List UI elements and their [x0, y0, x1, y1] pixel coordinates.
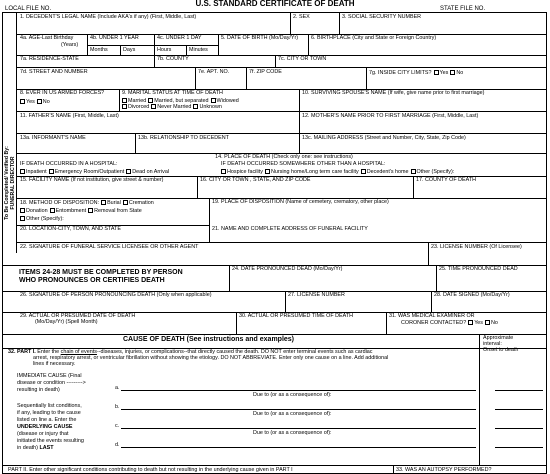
part1-instructions-3: lines if necessary. — [33, 361, 76, 367]
col-divider — [299, 111, 300, 133]
cremation-checkbox[interactable]: Cremation — [121, 200, 154, 206]
field-12-mother-name[interactable]: 12. MOTHER'S NAME PRIOR TO FIRST MARRIAGE (First, Middle, Last) — [302, 113, 479, 119]
field-4b-months[interactable]: Months — [90, 47, 108, 53]
col-divider — [299, 89, 300, 111]
field-7g-no-checkbox[interactable]: No — [448, 70, 463, 76]
field-22-licensee-signature[interactable]: 22. SIGNATURE OF FUNERAL SERVICE LICENSEE OR OTHER AGENT — [20, 244, 199, 250]
field-23-license-number[interactable]: 23. LICENSE NUMBER (Of Licensee) — [431, 244, 522, 250]
field-7g-label: 7g. INSIDE CITY LIMITS? — [369, 69, 432, 76]
funeral-director-sidebar — [3, 13, 17, 253]
immediate-cause-label — [17, 373, 86, 394]
field-9-options-row2 — [120, 104, 222, 111]
due-to-c: Due to (or as a consequence of): — [253, 430, 332, 436]
row-divider-3 — [17, 67, 547, 68]
items-heading-line-2: WHO PRONOUNCES OR CERTIFIES DEATH — [19, 277, 165, 285]
state-file-no-label: STATE FILE NO. — [440, 6, 486, 12]
field-15-facility-name[interactable]: 15. FACILITY NAME (If not institution, give street & number) — [20, 177, 164, 183]
immediate-line-2: disease or condition ---------> — [17, 380, 86, 387]
marital-never-checkbox[interactable]: Never Married — [149, 104, 191, 110]
col-divider — [275, 55, 276, 67]
col-divider — [135, 133, 136, 153]
field-21-funeral-facility[interactable]: 21. NAME AND COMPLETE ADDRESS OF FUNERAL FACILITY — [212, 226, 368, 232]
field-19-place-of-disposition[interactable]: 19. PLACE OF DISPOSITION (Name of cemetery, crematory, other place) — [212, 199, 389, 205]
field-18-method-of-disposition — [20, 200, 154, 207]
field-32-number: 32. — [8, 349, 16, 355]
interval-col-divider — [479, 334, 480, 465]
field-18-label: 18. METHOD OF DISPOSITION: — [20, 199, 100, 206]
seq-line-4: UNDERLYING CAUSE — [17, 424, 73, 431]
approx-interval-heading — [483, 336, 518, 354]
local-file-no-label: LOCAL FILE NO. — [5, 6, 52, 12]
part1-label: PART I. — [17, 349, 36, 355]
row-divider-16 — [3, 465, 547, 466]
items-heading-line-1: ITEMS 24-28 MUST BE COMPLETED BY PERSON — [19, 269, 183, 276]
part1-text-b: --diseases, injuries, or complications--that directly caused the death. DO NOT enter terminal events such as cardiac — [96, 349, 373, 355]
field-9-marital-status: 9. MARITAL STATUS AT TIME OF DEATH — [122, 90, 223, 96]
immediate-line-3: resulting in death) — [17, 387, 60, 394]
col-divider — [386, 312, 387, 334]
col-divider — [218, 34, 219, 55]
sidebar-line-1: To Be Completed/ Verified By: — [4, 146, 10, 220]
interval-line-d[interactable] — [495, 447, 543, 448]
examiner-yes-checkbox[interactable]: Yes — [466, 320, 483, 326]
field-13c-mailing-address[interactable]: 13c. MAILING ADDRESS (Street and Number, City, State, Zip Code) — [302, 135, 466, 141]
seq-line-7 — [17, 445, 84, 452]
approx-line-2: interval: — [483, 340, 502, 347]
field-18-options-row2 — [18, 208, 142, 215]
field-33-autopsy[interactable]: 33. WAS AN AUTOPSY PERFORMED? — [396, 467, 492, 473]
row-divider-5 — [17, 111, 547, 112]
row-divider-14 — [3, 334, 547, 335]
seq-line-6: initiated the events resulting — [17, 438, 84, 445]
entombment-checkbox[interactable]: Entombment — [48, 208, 87, 214]
field-31-subtext: CORONER CONTACTED? — [401, 319, 467, 326]
field-16-city-state-zip[interactable]: 16. CITY OR TOWN , STATE, AND ZIP CODE — [200, 177, 311, 183]
field-4c-under-day: 4c. UNDER 1 DAY — [157, 35, 202, 41]
age-subcol — [186, 45, 187, 55]
seq-line-7-text: in death) — [17, 445, 38, 452]
removal-checkbox[interactable]: Removal from State — [86, 208, 142, 214]
field-8-armed-forces: 8. EVER IN US ARMED FORCES? — [20, 90, 105, 96]
certificate-title: U.S. STANDARD CERTIFICATE OF DEATH — [195, 0, 355, 8]
dead-on-arrival-checkbox[interactable]: Dead on Arrival — [124, 169, 169, 175]
death-certificate-form — [2, 12, 547, 474]
field-6-birthplace[interactable]: 6. BIRTHPLACE (City and State or Foreign Country) — [311, 35, 437, 41]
interval-line-a[interactable] — [495, 390, 543, 391]
approx-line-3: Onset to death — [483, 346, 519, 353]
field-7g-inside-city — [369, 70, 463, 77]
col-divider — [246, 67, 247, 89]
field-31-examiner-contacted: 31. WAS MEDICAL EXAMINER OR — [389, 313, 475, 319]
row-divider-10 — [17, 242, 547, 243]
sidebar-line-2: FUNERAL DIRECTOR — [9, 156, 16, 210]
cause-line-b-letter: b. — [115, 404, 120, 410]
cause-of-death-title: CAUSE OF DEATH (See instructions and examples) — [123, 336, 295, 343]
age-subdivider — [87, 45, 218, 46]
interval-line-b[interactable] — [495, 409, 543, 410]
cause-line-d-letter: d. — [115, 442, 120, 448]
field-4c-minutes[interactable]: Minutes — [189, 47, 208, 53]
other-place-checkbox[interactable]: Other (Specify): — [409, 169, 455, 175]
part1-chain-of-events: chain of events — [60, 349, 97, 355]
marital-widowed-checkbox[interactable]: Widowed — [209, 98, 239, 104]
due-to-b: Due to (or as a consequence of): — [253, 411, 332, 417]
field-4b-under-year: 4b. UNDER 1 YEAR — [90, 35, 139, 41]
col-divider — [285, 291, 286, 312]
col-divider — [154, 55, 155, 67]
seq-last: LAST — [39, 445, 54, 452]
sequential-conditions-label — [17, 403, 84, 452]
col-divider — [393, 465, 394, 474]
field-7b-county[interactable]: 7b. COUNTY — [157, 56, 189, 62]
field-17-county-of-death[interactable]: 17. COUNTY OF DEATH — [416, 177, 477, 183]
field-4c-hours[interactable]: Hours — [157, 47, 172, 53]
cause-line-c[interactable] — [121, 428, 476, 429]
field-29-date-of-death[interactable]: 29. ACTUAL OR PRESUMED DATE OF DEATH — [20, 313, 136, 319]
field-14-hospital-options — [18, 169, 169, 176]
cause-line-a-letter: a. — [115, 385, 120, 391]
field-8-options — [18, 99, 50, 106]
field-10-spouse-name[interactable]: 10. SURVIVING SPOUSE'S NAME (If wife, give name prior to first marriage) — [302, 90, 485, 96]
field-14-other-heading: IF DEATH OCCURRED SOMEWHERE OTHER THAN A HOSPITAL: — [221, 161, 386, 167]
burial-checkbox[interactable]: Burial — [99, 200, 121, 206]
inpatient-checkbox[interactable]: Inpatient — [18, 169, 47, 175]
col-divider — [413, 176, 414, 198]
col-divider — [236, 312, 237, 334]
field-14-place-of-death: 14. PLACE OF DEATH (Check only one: see instructions) — [215, 154, 353, 160]
field-4b-days[interactable]: Days — [123, 47, 136, 53]
nursing-home-checkbox[interactable]: Nursing home/Long term care facility — [263, 169, 359, 175]
field-18-options-row3 — [18, 216, 64, 223]
field-30-time-of-death[interactable]: 30. ACTUAL OR PRESUMED TIME OF DEATH — [239, 313, 354, 319]
field-7f-zip[interactable]: 7f. ZIP CODE — [249, 69, 282, 75]
seq-line-2: if any, leading to the cause — [17, 410, 81, 417]
part1-text-a: Enter the — [37, 349, 60, 355]
col-divider — [209, 198, 210, 242]
part1-instructions-2: arrest, respiratory arrest, or ventricular fibrillation without showing the etiology. DO NOT ABBREVIATE. Enter only one cause on a line. Add additional — [33, 355, 389, 361]
seq-line-3: listed on line a. Enter the — [17, 417, 77, 424]
age-subcol — [120, 45, 121, 55]
field-5-date-of-birth[interactable]: 5. DATE OF BIRTH (Mo/Day/Yr) — [221, 35, 299, 41]
marital-separated-checkbox[interactable]: Married, but separated — [146, 98, 208, 104]
field-7c-city[interactable]: 7c. CITY OR TOWN — [278, 56, 327, 62]
field-8-yes-checkbox[interactable]: Yes — [18, 99, 35, 105]
field-28-date-signed[interactable]: 28. DATE SIGNED (Mo/Day/Yr) — [434, 292, 510, 298]
cause-line-a[interactable] — [121, 390, 476, 391]
decedent-home-checkbox[interactable]: Decedent's home — [359, 169, 409, 175]
marital-divorced-checkbox[interactable]: Divorced — [120, 104, 149, 110]
approx-line-1: Approximate — [483, 335, 514, 341]
col-divider — [339, 13, 340, 34]
seq-line-1: Sequentially list conditions, — [17, 403, 82, 409]
due-to-a: Due to (or as a consequence of): — [253, 392, 332, 398]
col-divider — [229, 265, 230, 291]
col-divider — [195, 67, 196, 89]
immediate-line-1: IMMEDIATE CAUSE (Final — [17, 373, 82, 379]
field-13a-informant[interactable]: 13a. INFORMANT'S NAME — [20, 135, 86, 141]
field-27-license-number[interactable]: 27. LICENSE NUMBER — [288, 292, 345, 298]
field-1-decedent-name[interactable]: 1. DECEDENT'S LEGAL NAME (Include AKA's if any) (First, Middle, Last) — [20, 14, 197, 20]
col-divider — [299, 133, 300, 153]
field-13b-relationship[interactable]: 13b. RELATIONSHIP TO DECEDENT — [138, 135, 229, 141]
field-7g-yes-checkbox[interactable]: Yes — [432, 70, 449, 76]
field-20-location[interactable]: 20. LOCATION-CITY, TOWN, AND STATE — [20, 226, 121, 232]
other-disposition-checkbox[interactable]: Other (Specify): — [18, 216, 64, 222]
examiner-no-checkbox[interactable]: No — [483, 320, 498, 326]
part2-instructions: PART II. Enter other significant conditions contributing to death but not resulting in the underlying cause given in PART I — [8, 467, 293, 473]
marital-unknown-checkbox[interactable]: Unknown — [191, 104, 221, 110]
field-14-hospital-heading: IF DEATH OCCURRED IN A HOSPITAL: — [20, 161, 118, 167]
field-4a-age[interactable]: 4a. AGE-Last Birthday — [20, 35, 74, 41]
cause-line-c-letter: c. — [115, 423, 120, 429]
row-divider-6 — [17, 133, 547, 134]
field-31-options — [401, 320, 498, 327]
field-26-pronouncer-signature[interactable]: 26. SIGNATURE OF PERSON PRONOUNCING DEATH (Only when applicable) — [20, 292, 212, 298]
field-25-time-pronounced[interactable]: 25. TIME PRONOUNCED DEAD — [439, 266, 518, 272]
donation-checkbox[interactable]: Donation — [18, 208, 48, 214]
cause-line-d[interactable] — [121, 447, 476, 448]
field-7d-street[interactable]: 7d. STREET AND NUMBER — [20, 69, 88, 75]
field-7e-apt[interactable]: 7e. APT. NO. — [198, 69, 230, 75]
col-divider — [366, 67, 367, 89]
col-divider — [431, 291, 432, 312]
col-divider — [428, 242, 429, 265]
field-8-no-checkbox[interactable]: No — [35, 99, 50, 105]
col-divider — [197, 176, 198, 198]
seq-line-5: (disease or injury that — [17, 431, 69, 438]
field-11-father-name[interactable]: 11. FATHER'S NAME (First, Middle, Last) — [20, 113, 119, 119]
field-24-date-pronounced[interactable]: 24. DATE PRONOUNCED DEAD (Mo/Day/Yr) — [232, 266, 343, 272]
col-divider — [290, 13, 291, 34]
field-3-ssn[interactable]: 3. SOCIAL SECURITY NUMBER — [342, 14, 422, 20]
col-divider — [308, 34, 309, 55]
items-24-28-heading — [19, 269, 183, 285]
field-4a-unit: (Years) — [61, 42, 79, 48]
col-divider — [436, 265, 437, 291]
marital-married-checkbox[interactable]: Married — [120, 98, 146, 104]
field-14-other-options — [219, 169, 454, 176]
cause-line-b[interactable] — [121, 409, 476, 410]
er-outpatient-checkbox[interactable]: Emergency Room/Outpatient — [47, 169, 125, 175]
hospice-checkbox[interactable]: Hospice facility — [219, 169, 263, 175]
field-7a-residence-state[interactable]: 7a. RESIDENCE-STATE — [20, 56, 79, 62]
field-2-sex[interactable]: 2. SEX — [293, 14, 310, 20]
interval-line-c[interactable] — [495, 428, 543, 429]
field-29-subtext: (Mo/Day/Yr) (Spell Month) — [35, 319, 98, 325]
